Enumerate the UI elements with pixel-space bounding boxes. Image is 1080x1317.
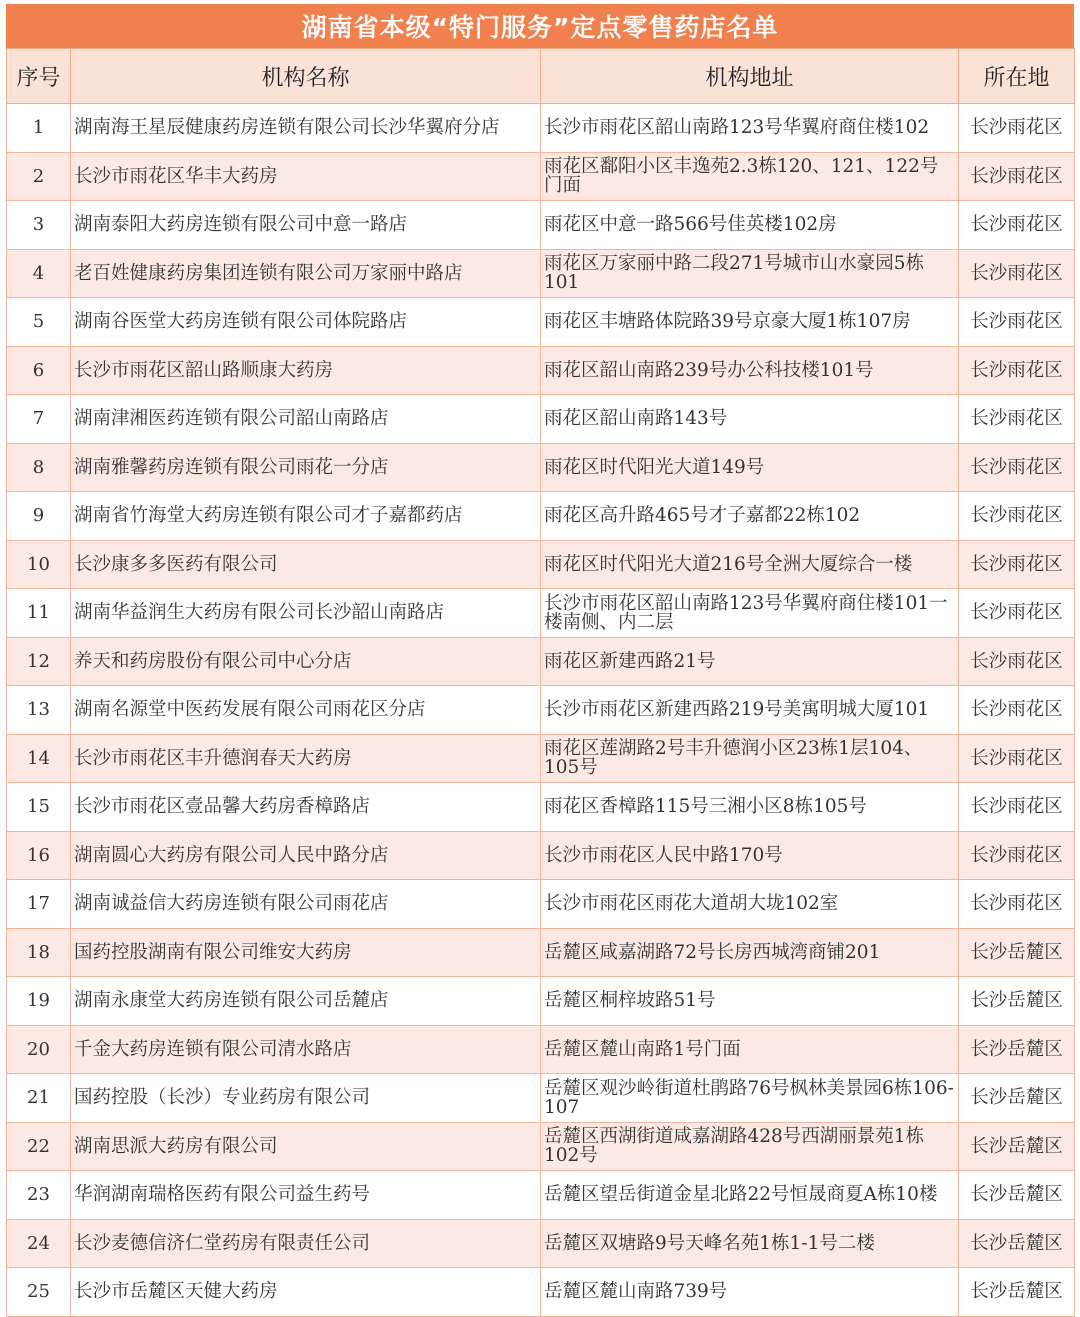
table-row	[7, 928, 1075, 977]
row-name: 湖南名源堂中医药发展有限公司雨花区分店	[71, 686, 541, 735]
row-name: 湖南雅馨药房连锁有限公司雨花一分店	[71, 443, 541, 492]
row-address: 岳麓区观沙岭街道杜鹃路76号枫林美景园6栋106-107	[541, 1074, 959, 1123]
row-index: 21	[7, 1074, 71, 1123]
row-address: 雨花区莲湖路2号丰升德润小区23栋1层104、105号	[541, 734, 959, 783]
table-row	[7, 492, 1075, 541]
row-address: 岳麓区桐梓坡路51号	[541, 977, 959, 1026]
table-row	[7, 201, 1075, 250]
row-name: 长沙市岳麓区天健大药房	[71, 1268, 541, 1317]
row-region: 长沙雨花区	[959, 443, 1075, 492]
table-row	[7, 443, 1075, 492]
row-region: 长沙岳麓区	[959, 1122, 1075, 1171]
table-row	[7, 977, 1075, 1026]
row-index: 19	[7, 977, 71, 1026]
row-name: 长沙麦德信济仁堂药房有限责任公司	[71, 1219, 541, 1268]
row-region: 长沙雨花区	[959, 104, 1075, 153]
row-address: 雨花区中意一路566号佳英楼102房	[541, 201, 959, 250]
row-region: 长沙岳麓区	[959, 1074, 1075, 1123]
row-name: 湖南谷医堂大药房连锁有限公司体院路店	[71, 298, 541, 347]
row-region: 长沙岳麓区	[959, 977, 1075, 1026]
row-address: 岳麓区麓山南路1号门面	[541, 1025, 959, 1074]
row-name: 华润湖南瑞格医药有限公司益生药号	[71, 1171, 541, 1220]
row-region: 长沙岳麓区	[959, 928, 1075, 977]
row-name: 国药控股湖南有限公司维安大药房	[71, 928, 541, 977]
row-address: 雨花区韶山南路143号	[541, 395, 959, 444]
row-name: 湖南津湘医药连锁有限公司韶山南路店	[71, 395, 541, 444]
row-index: 15	[7, 783, 71, 832]
row-name: 国药控股（长沙）专业药房有限公司	[71, 1074, 541, 1123]
table-row	[7, 540, 1075, 589]
row-name: 湖南永康堂大药房连锁有限公司岳麓店	[71, 977, 541, 1026]
row-address: 长沙市雨花区韶山南路123号华翼府商住楼101一楼南侧、内二层	[541, 589, 959, 638]
table-row	[7, 831, 1075, 880]
row-index: 14	[7, 734, 71, 783]
row-name: 湖南思派大药房有限公司	[71, 1122, 541, 1171]
table-row	[7, 880, 1075, 929]
pharmacy-table	[6, 48, 1075, 1317]
row-index: 5	[7, 298, 71, 347]
table-row	[7, 589, 1075, 638]
row-index: 1	[7, 104, 71, 153]
row-address: 雨花区丰塘路体院路39号京豪大厦1栋107房	[541, 298, 959, 347]
table-row	[7, 1171, 1075, 1220]
row-address: 雨花区高升路465号才子嘉都22栋102	[541, 492, 959, 541]
row-name: 长沙市雨花区韶山路顺康大药房	[71, 346, 541, 395]
row-region: 长沙雨花区	[959, 395, 1075, 444]
row-address: 长沙市雨花区韶山南路123号华翼府商住楼102	[541, 104, 959, 153]
row-address: 岳麓区麓山南路739号	[541, 1268, 959, 1317]
row-index: 7	[7, 395, 71, 444]
table-body	[7, 104, 1075, 1317]
row-region: 长沙雨花区	[959, 637, 1075, 686]
row-name: 湖南海王星辰健康药房连锁有限公司长沙华翼府分店	[71, 104, 541, 153]
row-index: 20	[7, 1025, 71, 1074]
row-region: 长沙雨花区	[959, 492, 1075, 541]
row-index: 13	[7, 686, 71, 735]
row-name: 长沙市雨花区华丰大药房	[71, 152, 541, 201]
row-name: 湖南诚益信大药房连锁有限公司雨花店	[71, 880, 541, 929]
row-address: 岳麓区双塘路9号天峰名苑1栋1-1号二楼	[541, 1219, 959, 1268]
row-region: 长沙岳麓区	[959, 1219, 1075, 1268]
header-index: 序号	[7, 49, 71, 104]
table-row	[7, 1122, 1075, 1171]
row-index: 2	[7, 152, 71, 201]
row-index: 18	[7, 928, 71, 977]
row-index: 17	[7, 880, 71, 929]
row-name: 老百姓健康药房集团连锁有限公司万家丽中路店	[71, 249, 541, 298]
row-region: 长沙雨花区	[959, 686, 1075, 735]
row-address: 长沙市雨花区人民中路170号	[541, 831, 959, 880]
row-region: 长沙岳麓区	[959, 1171, 1075, 1220]
table-row	[7, 686, 1075, 735]
row-region: 长沙雨花区	[959, 249, 1075, 298]
row-name: 长沙市雨花区壹品馨大药房香樟路店	[71, 783, 541, 832]
row-name: 养天和药房股份有限公司中心分店	[71, 637, 541, 686]
row-index: 11	[7, 589, 71, 638]
table-row	[7, 152, 1075, 201]
row-region: 长沙雨花区	[959, 589, 1075, 638]
row-index: 4	[7, 249, 71, 298]
header-region: 所在地	[959, 49, 1075, 104]
row-index: 23	[7, 1171, 71, 1220]
row-index: 25	[7, 1268, 71, 1317]
row-region: 长沙雨花区	[959, 880, 1075, 929]
table-row	[7, 734, 1075, 783]
row-address: 雨花区鄱阳小区丰逸苑2.3栋120、121、122号门面	[541, 152, 959, 201]
row-address: 雨花区时代阳光大道149号	[541, 443, 959, 492]
row-index: 12	[7, 637, 71, 686]
row-region: 长沙雨花区	[959, 831, 1075, 880]
row-index: 22	[7, 1122, 71, 1171]
row-address: 雨花区时代阳光大道216号全洲大厦综合一楼	[541, 540, 959, 589]
row-index: 6	[7, 346, 71, 395]
row-name: 长沙市雨花区丰升德润春天大药房	[71, 734, 541, 783]
row-name: 湖南圆心大药房有限公司人民中路分店	[71, 831, 541, 880]
row-index: 24	[7, 1219, 71, 1268]
row-address: 岳麓区咸嘉湖路72号长房西城湾商铺201	[541, 928, 959, 977]
table-row	[7, 249, 1075, 298]
row-address: 雨花区韶山南路239号办公科技楼101号	[541, 346, 959, 395]
row-index: 3	[7, 201, 71, 250]
row-region: 长沙雨花区	[959, 152, 1075, 201]
row-index: 10	[7, 540, 71, 589]
row-name: 千金大药房连锁有限公司清水路店	[71, 1025, 541, 1074]
row-address: 长沙市雨花区雨花大道胡大垅102室	[541, 880, 959, 929]
row-name: 长沙康多多医药有限公司	[71, 540, 541, 589]
row-region: 长沙岳麓区	[959, 1268, 1075, 1317]
table-row	[7, 1268, 1075, 1317]
row-address: 雨花区新建西路21号	[541, 637, 959, 686]
row-region: 长沙岳麓区	[959, 1025, 1075, 1074]
header-address: 机构地址	[541, 49, 959, 104]
row-index: 8	[7, 443, 71, 492]
row-region: 长沙雨花区	[959, 734, 1075, 783]
table-row	[7, 1074, 1075, 1123]
table-row	[7, 346, 1075, 395]
row-region: 长沙雨花区	[959, 540, 1075, 589]
row-address: 雨花区香樟路115号三湘小区8栋105号	[541, 783, 959, 832]
table-row	[7, 104, 1075, 153]
header-name: 机构名称	[71, 49, 541, 104]
row-region: 长沙雨花区	[959, 201, 1075, 250]
row-index: 16	[7, 831, 71, 880]
row-region: 长沙雨花区	[959, 783, 1075, 832]
table-row	[7, 1219, 1075, 1268]
row-name: 湖南省竹海堂大药房连锁有限公司才子嘉都药店	[71, 492, 541, 541]
row-address: 岳麓区望岳街道金星北路22号恒晟商夏A栋10楼	[541, 1171, 959, 1220]
row-address: 雨花区万家丽中路二段271号城市山水豪园5栋101	[541, 249, 959, 298]
row-address: 岳麓区西湖街道咸嘉湖路428号西湖丽景苑1栋102号	[541, 1122, 959, 1171]
row-region: 长沙雨花区	[959, 298, 1075, 347]
table-row	[7, 1025, 1075, 1074]
table-row	[7, 298, 1075, 347]
row-name: 湖南泰阳大药房连锁有限公司中意一路店	[71, 201, 541, 250]
table-row	[7, 783, 1075, 832]
document-title: 湖南省本级“特门服务”定点零售药店名单	[6, 4, 1074, 48]
header-row	[7, 49, 1075, 104]
table-row	[7, 637, 1075, 686]
row-region: 长沙雨花区	[959, 346, 1075, 395]
table-row	[7, 395, 1075, 444]
row-name: 湖南华益润生大药房有限公司长沙韶山南路店	[71, 589, 541, 638]
row-index: 9	[7, 492, 71, 541]
row-address: 长沙市雨花区新建西路219号美寓明城大厦101	[541, 686, 959, 735]
